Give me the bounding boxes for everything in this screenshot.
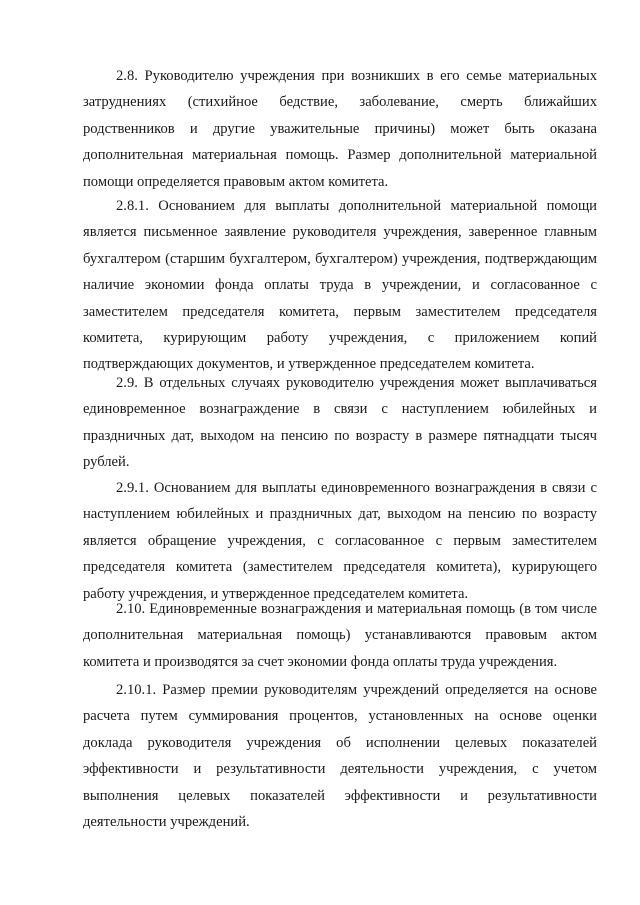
paragraph-2-8: 2.8. Руководителю учреждения при возникших в его семье материальных затруднениях (стихийное бедствие, заболевание, смерть ближайших родственников и другие уважительные причины) может быть оказана дополнительная материальная помощь. Размер дополнительной материальной помощи определяется правовым актом комитета. (83, 68, 597, 190)
paragraph-2-8-1: 2.8.1. Основанием для выплаты дополнительной материальной помощи является письменное заявление руководителя учреждения, заверенное главным бухгалтером (старшим бухгалтером, бухгалтером) учреждения, подтверждающим наличие экономии фонда оплаты труда в учреждении, и согласованное с заместителем председателя комитета, первым заместителем председателя комитета, курирующим работу учреждения, с приложением копий подтверждающих документов, и утвержденное председателем комитета. (83, 198, 597, 373)
paragraph-2-9: 2.9. В отдельных случаях руководителю учреждения может выплачиваться единовременное вознаграждение в связи с наступлением юбилейных и праздничных дат, выходом на пенсию по возрасту в размере пятнадцати тысяч рублей. (83, 375, 597, 471)
paragraph-2-9-1: 2.9.1. Основанием для выплаты единовременного вознаграждения в связи с наступлением юбилейных и праздничных дат, выходом на пенсию по возрасту является обращение учреждения, с согласованное с первым заместителем председателя комитета (заместителем председателя комитета), курирующего работу учреждения, и утвержденное председателем комитета. (83, 480, 597, 602)
paragraph-2-10: 2.10. Единовременные вознаграждения и материальная помощь (в том числе дополнительная материальная помощь) устанавливаются правовым актом комитета и производятся за счет экономии фонда оплаты труда учреждения. (83, 601, 597, 670)
paragraph-2-10-1: 2.10.1. Размер премии руководителям учреждений определяется на основе расчета путем суммирования процентов, установленных на основе оценки доклада руководителя учреждения об исполнении целевых показателей эффективности и результативности деятельности учреждения, с учетом выполнения целевых показателей эффективности и результативности деятельности учреждений. (83, 682, 597, 831)
